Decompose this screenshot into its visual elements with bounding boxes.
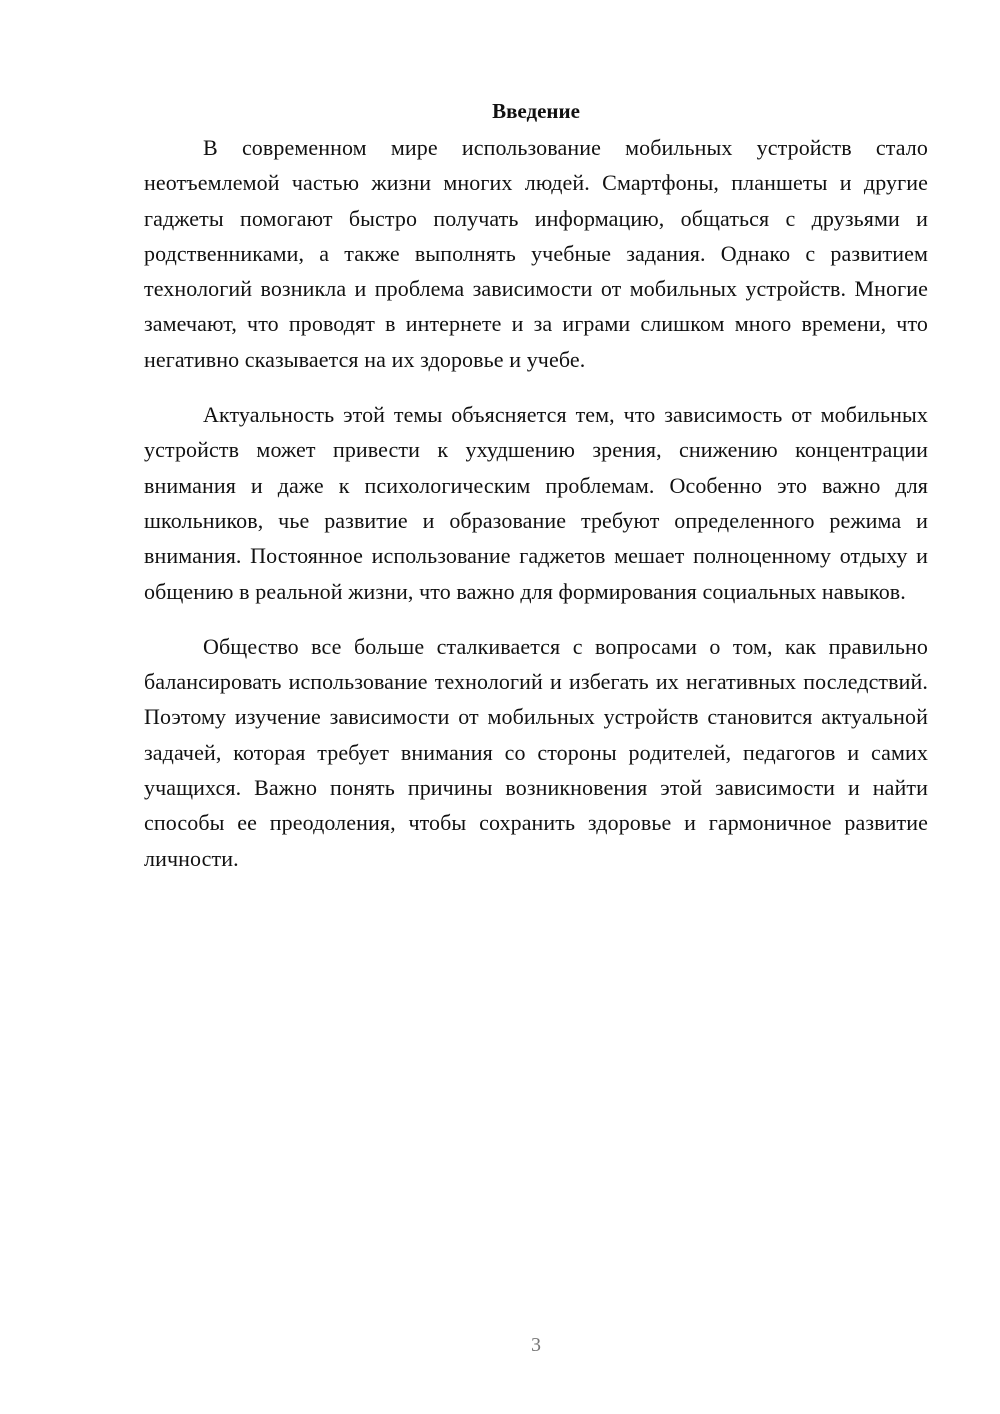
paragraph-3: Общество все больше сталкивается с вопросами о том, как правильно балансировать использование технологий и избегать их негативных последствий. Поэтому изучение зависимости от мобильных устройств становится актуальной задачей, которая требует внимания со стороны родителей, педагогов и самих учащихся. Важно понять причины возникновения этой зависимости и найти способы ее преодоления, чтобы сохранить здоровье и гармоничное развитие личности. <box>144 633 928 871</box>
paragraph-2: Актуальность этой темы объясняется тем, что зависимость от мобильных устройств может привести к ухудшению зрения, снижению концентрации внимания и даже к психологическим проблемам. Особенно это важно для школьников, чье развитие и образование требуют определенного режима и внимания. Постоянное использование гаджетов мешает полноценному отдыху и общению в реальной жизни, что важно для формирования социальных навыков. <box>144 402 928 604</box>
page-number: 3 <box>531 1334 541 1356</box>
paragraph-1: В современном мире использование мобильных устройств стало неотъемлемой частью жизни многих людей. Смартфоны, планшеты и другие гаджеты помогают быстро получать информацию, общаться с друзьями и родственниками, а также выполнять учебные задания. Однако с развитием технологий возникла и проблема зависимости от мобильных устройств. Многие замечают, что проводят в интернете и за играми слишком много времени, что негативно сказывается на их здоровье и учебе. <box>144 135 928 372</box>
page-content <box>144 96 928 896</box>
section-title: Введение <box>492 99 580 123</box>
